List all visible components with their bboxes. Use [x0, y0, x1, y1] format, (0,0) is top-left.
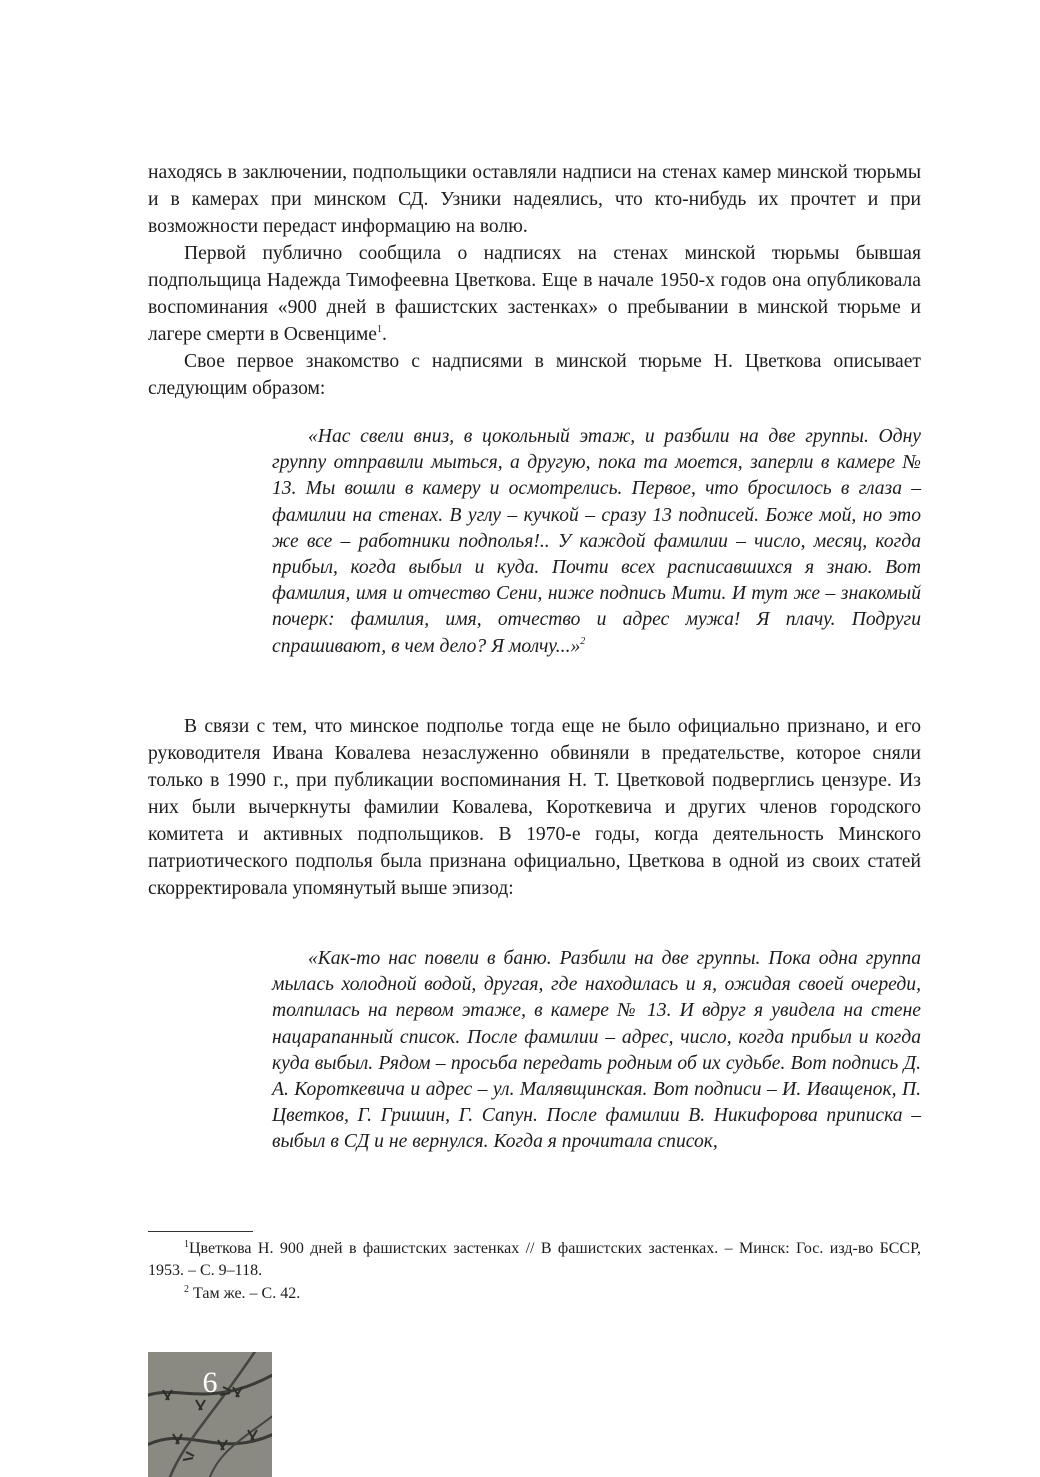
page-corner-barbed-wire-image [148, 1352, 272, 1477]
footnote-ref-2[interactable]: 2 [580, 635, 586, 647]
page-number: 6 [202, 1366, 218, 1399]
paragraph-3-text: Свое первое знакомство с надписями в минской тюрьме Н. Цветкова описывает следующим образом: [148, 351, 921, 399]
footnote-1-number: 1 [184, 1239, 189, 1250]
footnote-2-number: 2 [184, 1284, 189, 1295]
footnote-1 [148, 1238, 921, 1282]
footnote-1-text: Цветкова Н. 900 дней в фашистских застенках // В фашистских застенках. – Минск: Гос. изд-во БССР, 1953. – С. 9–118. [148, 1240, 921, 1279]
quote-1-block [148, 424, 921, 660]
paragraph-4-block [148, 713, 921, 902]
paragraph-4 [148, 713, 921, 902]
quote-1 [148, 424, 921, 660]
quote-2 [148, 946, 921, 1156]
paragraph-3 [148, 348, 921, 402]
paragraph-2-end: . [382, 324, 387, 345]
footnote-2-text: Там же. – С. 42. [193, 1285, 301, 1302]
paragraph-2-text: Первой публично сообщила о надписях на стенах минской тюрьмы бывшая подпольщица Надежда Тимофеевна Цветкова. Еще в начале 1950-х годов она опубликовала воспоминания «900 дней в фашистских застенках» о пребывании в минской тюрьме и лагере смерти в Освенциме [148, 243, 921, 345]
quote-2-block [148, 946, 921, 1156]
footnote-divider [148, 1231, 253, 1232]
paragraph-2 [148, 240, 921, 348]
footnote-ref-1[interactable]: 1 [377, 324, 383, 335]
main-paragraphs [148, 240, 921, 402]
quote-2-text: «Как-то нас повели в баню. Разбили на две группы. Пока одна группа мылась холодной водой, другая, где находилась и я, ожидая своей очереди, толпилась на первом этаже, в камере № 13. И вдруг я увидела на стене нацарапанный список. После фамилии – адрес, число, когда прибыл и когда куда выбыл. Рядом – просьба передать родным об их судьбе. Вот подпись Д. А. Короткевича и адрес – ул. Малявщинская. Вот подписи – И. Иващенок, П. Цветков, Г. Гришин, Г. Сапун. После фамилии В. Никифорова приписка – выбыл в СД и не вернулся. Когда я прочитала список, [272, 948, 921, 1153]
paragraph-continuation [148, 159, 921, 240]
paragraph-1-text: находясь в заключении, подпольщики оставляли надписи на стенах камер минской тюрьмы и в камерах при минском СД. Узники надеялись, что кто-нибудь их прочтет и при возможности передаст информацию на волю. [148, 162, 921, 237]
footnote-2 [148, 1283, 921, 1305]
paragraph-4-text: В связи с тем, что минское подполье тогда еще не было официально признано, и его руководителя Ивана Ковалева незаслуженно обвиняли в предательстве, которое сняли только в 1990 г., при публикации воспоминания Н. Т. Цветковой подверглись цензуре. Из них были вычеркнуты фамилии Ковалева, Короткевича и других членов городского комитета и активных подпольщиков. В 1970-е годы, когда деятельность Минского патриотического подполья была признана официально, Цветкова в одной из своих статей скорректировала упомянутый выше эпизод: [148, 716, 921, 899]
quote-1-text: «Нас свели вниз, в цокольный этаж, и разбили на две группы. Одну группу отправили мыться, а другую, пока та моется, заперли в камере № 13. Мы вошли в камеру и осмотрелись. Первое, что бросилось в глаза – фамилии на стенах. В углу – кучкой – сразу 13 подписей. Боже мой, но это же все – работники подполья!.. У каждой фамилии – число, месяц, когда прибыл, когда выбыл и куда. Почти всех расписавшихся я знаю. Вот фамилия, имя и отчество Сени, ниже подпись Мити. И тут же – знакомый почерк: фамилия, имя, отчество и адрес мужа! Я плачу. Подруги спрашивают, в чем дело? Я молчу...» [272, 426, 921, 657]
